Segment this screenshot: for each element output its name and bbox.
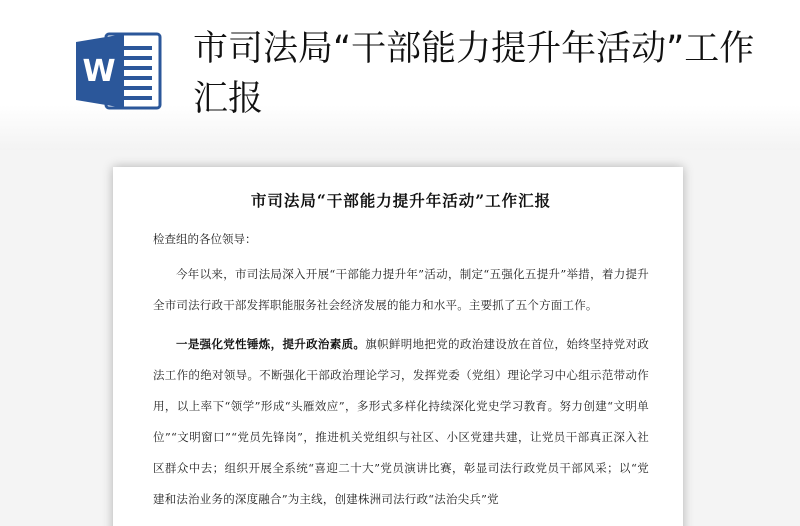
document-salutation: 检查组的各位领导： [153,232,257,246]
paragraph-body: 旗帜鲜明地把党的政治建设放在首位，始终坚持党对政法工作的绝对领导。不断强化干部政治理论学习，发挥党委（党组）理论学习中心组示范带动作用，以上率下“领学”形成“头雁效应”，多形式多样化持续深化党史学习教育。努力创建“文明单位”“文明窗口”“党员先锋岗”，推进机关党组织与社区、小区党建共建，让党员干部真正深入社区群众中去；组织开展全系统“喜迎二十大”党员演讲比赛，彰显司法行政党员干部风采；以“党建和法治业务的深度融合”为主线，创建株洲司法行政“法治尖兵”党 [153,337,649,506]
word-document-icon [76,32,162,110]
document-paragraph [153,329,649,515]
header-banner [0,0,800,150]
page-title: 市司法局“干部能力提升年活动”工作汇报 [193,29,755,119]
document-paragraph: 今年以来，市司法局深入开展“干部能力提升年”活动，制定“五强化五提升”举措，着力提升全市司法行政干部发挥职能服务社会经济发展的能力和水平。主要抓了五个方面工作。 [153,267,649,312]
paragraph-lead: 一是强化党性锤炼，提升政治素质。 [176,337,366,351]
document-page-preview [113,167,683,526]
word-icon-letter: W [82,54,116,89]
document-title: 市司法局“干部能力提升年活动”工作汇报 [250,191,552,210]
